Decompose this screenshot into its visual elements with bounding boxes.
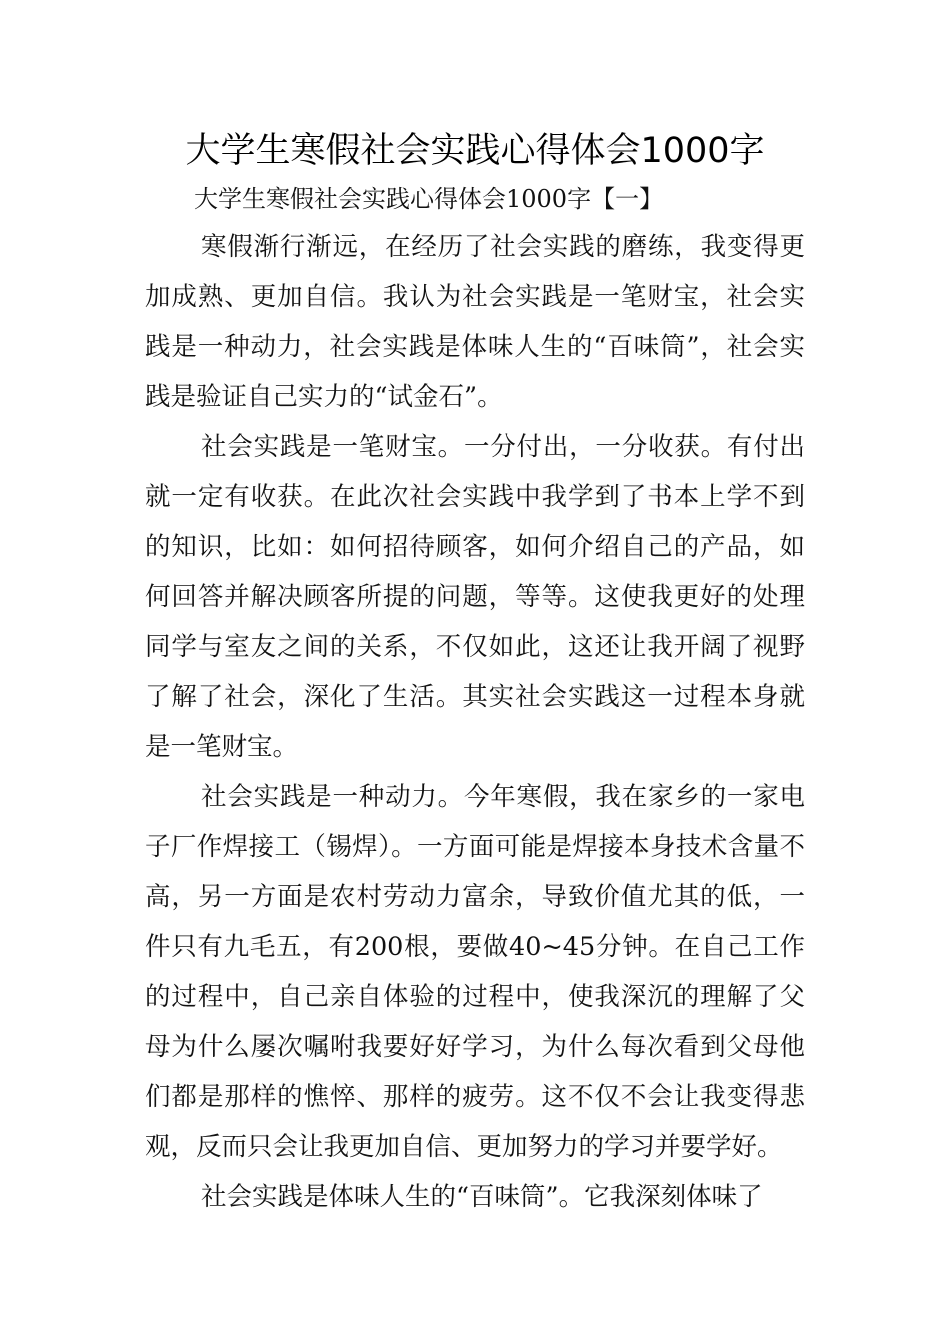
paragraph-1: 寒假渐行渐远，在经历了社会实践的磨练，我变得更加成熟、更加自信。我认为社会实践是一笔财宝，社会实践是一种动力，社会实践是体味人生的“百味筒”，社会实践是验证自己实力的“试金石”。 (145, 232, 805, 412)
document-body (145, 177, 805, 1222)
paragraph-2: 社会实践是一笔财宝。一分付出，一分收获。有付出就一定有收获。在此次社会实践中我学到了书本上学不到的知识，比如：如何招待顾客，如何介绍自己的产品，如何回答并解决顾客所提的问题，等等。这使我更好的处理同学与室友之间的关系，不仅如此，这还让我开阔了视野了解了社会，深化了生活。其实社会实践这一过程本身就是一笔财宝。 (145, 432, 805, 762)
paragraph-3: 社会实践是一种动力。今年寒假，我在家乡的一家电子厂作焊接工（锡焊）。一方面可能是焊接本身技术含量不高，另一方面是农村劳动力富余，导致价值尤其的低，一件只有九毛五，有200根，要做40~45分钟。在自己工作的过程中，自己亲自体验的过程中，使我深沉的理解了父母为什么屡次嘱咐我要好好学习，为什么每次看到父母他们都是那样的憔悴、那样的疲劳。这不仅不会让我变得悲观，反而只会让我更加自信、更加努力的学习并要学好。 (145, 782, 805, 1162)
document-title: 大学生寒假社会实践心得体会1000字 (185, 131, 765, 171)
section-heading: 大学生寒假社会实践心得体会1000字【一】 (194, 185, 664, 213)
paragraph-4: 社会实践是体味人生的“百味筒”。它我深刻体味了 (201, 1182, 763, 1212)
